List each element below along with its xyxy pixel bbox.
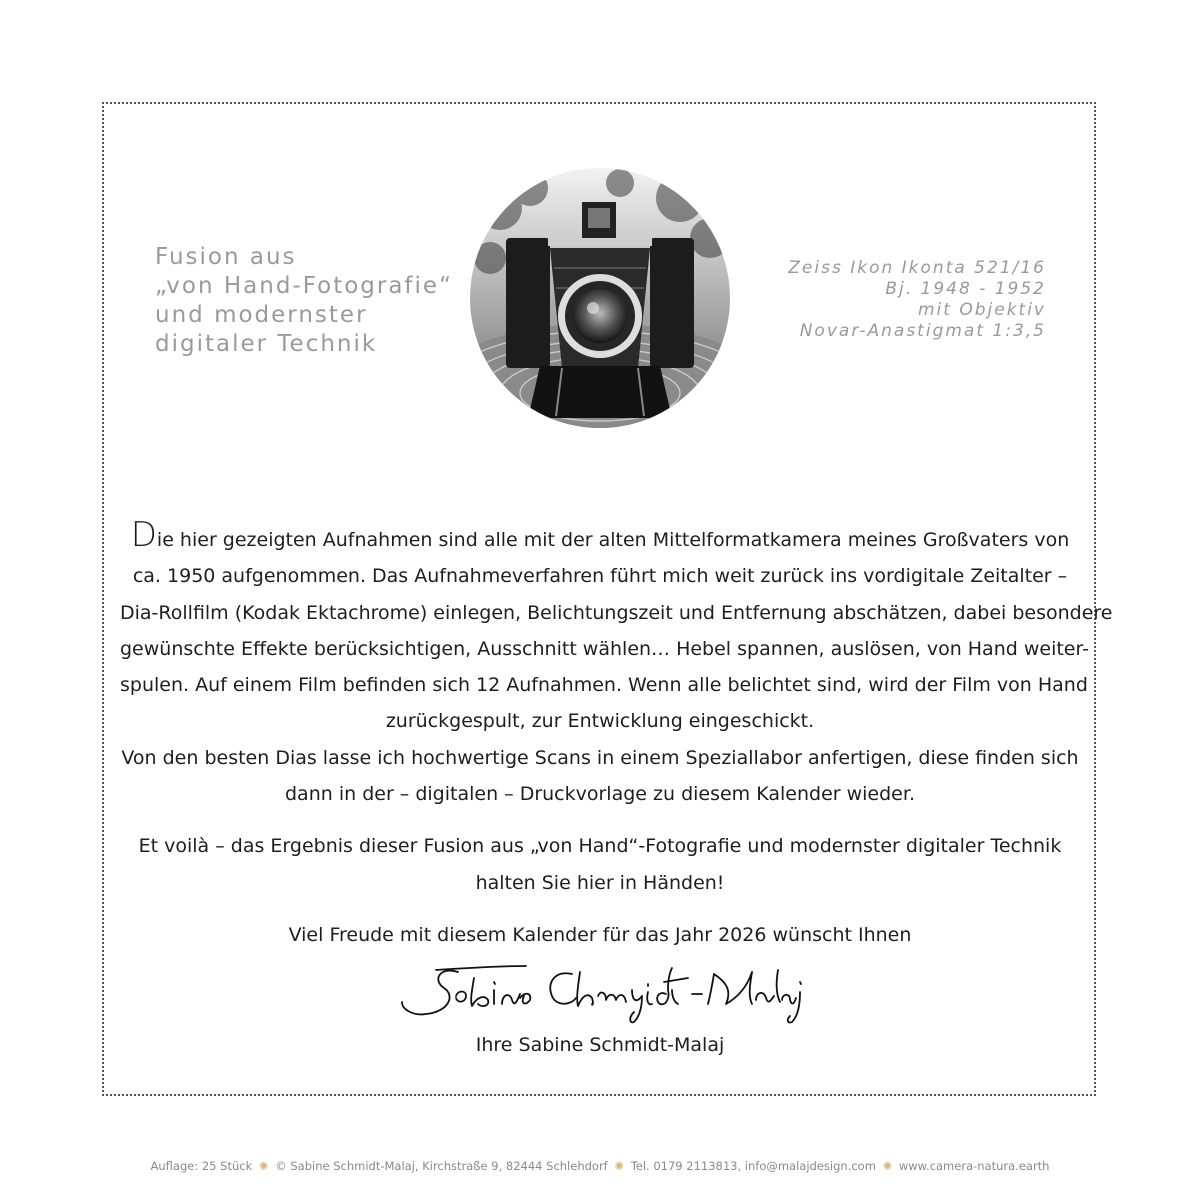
flower-icon: ✺ bbox=[882, 1159, 893, 1173]
text-line: dann in der – digitalen – Druckvorlage zu diesem Kalender wieder. bbox=[285, 783, 915, 806]
text-line: Von den besten Dias lasse ich hochwertige Scans in einem Speziallabor anfertigen, diese finden sich bbox=[121, 746, 1079, 769]
camera-spec-line: Novar-Anastigmat 1:3,5 bbox=[799, 321, 1046, 341]
text-line: ca. 1950 aufgenommen. Das Aufnahmeverfahren führt mich weit zurück ins vordigitale Zeitalter – bbox=[132, 565, 1068, 588]
fusion-title-line: Fusion aus bbox=[155, 244, 297, 270]
camera-spec-line: Zeiss Ikon Ikonta 521/16 bbox=[788, 258, 1046, 278]
footer-edition: Auflage: 25 Stück bbox=[150, 1159, 253, 1173]
fusion-title-line: „von Hand-Fotografie“ bbox=[155, 273, 453, 299]
text-line: gewünschte Effekte berücksichtigen, Ausschnitt wählen… Hebel spannen, auslösen, von Hand weiter- bbox=[120, 637, 1089, 660]
text-line: spulen. Auf einem Film befinden sich 12 Aufnahmen. Wenn alle belichtet sind, wird der Film von Hand bbox=[120, 674, 1088, 697]
footer-website: www.camera-natura.earth bbox=[898, 1159, 1050, 1173]
camera-spec-line: mit Objektiv bbox=[917, 300, 1046, 320]
text-line: Et voilà – das Ergebnis dieser Fusion aus „von Hand“-Fotografie und modernster digitaler Technik bbox=[138, 835, 1062, 858]
camera-spec-line: Bj. 1948 - 1952 bbox=[885, 279, 1046, 299]
text-line-content: ie hier gezeigten Aufnahmen sind alle mit der alten Mittelformatkamera meines Großvaters von bbox=[156, 529, 1070, 551]
paragraph-voila bbox=[120, 828, 1080, 901]
flower-icon: ✺ bbox=[614, 1159, 625, 1173]
text-line bbox=[120, 515, 1080, 558]
text-line: halten Sie hier in Händen! bbox=[475, 871, 725, 894]
flower-icon: ✺ bbox=[258, 1159, 269, 1173]
text-line: zurückgespult, zur Entwicklung eingeschickt. bbox=[385, 710, 815, 733]
text-line: Dia-Rollfilm (Kodak Ektachrome) einlegen, Belichtungszeit und Entfernung abschätzen, dabei besondere bbox=[120, 601, 1113, 624]
closing-greeting: Ihre Sabine Schmidt-Malaj bbox=[475, 1034, 725, 1056]
paragraph-intro bbox=[120, 515, 1113, 812]
fusion-title-line: und modernster bbox=[155, 302, 368, 328]
footer-address: © Sabine Schmidt-Malaj, Kirchstraße 9, 82444 Schlehdorf bbox=[275, 1159, 608, 1173]
footer bbox=[0, 1159, 1200, 1173]
footer-contact: Tel. 0179 2113813, info@malajdesign.com bbox=[630, 1159, 876, 1173]
drop-cap: D bbox=[130, 515, 157, 555]
camera-spec bbox=[788, 258, 1046, 342]
fusion-title-line: digitaler Technik bbox=[155, 331, 378, 357]
wish-line: Viel Freude mit diesem Kalender für das Jahr 2026 wünscht Ihnen bbox=[288, 923, 912, 946]
fusion-title bbox=[155, 243, 455, 359]
body-text bbox=[120, 515, 1113, 953]
signature bbox=[396, 960, 806, 1030]
camera-photo bbox=[470, 168, 730, 428]
